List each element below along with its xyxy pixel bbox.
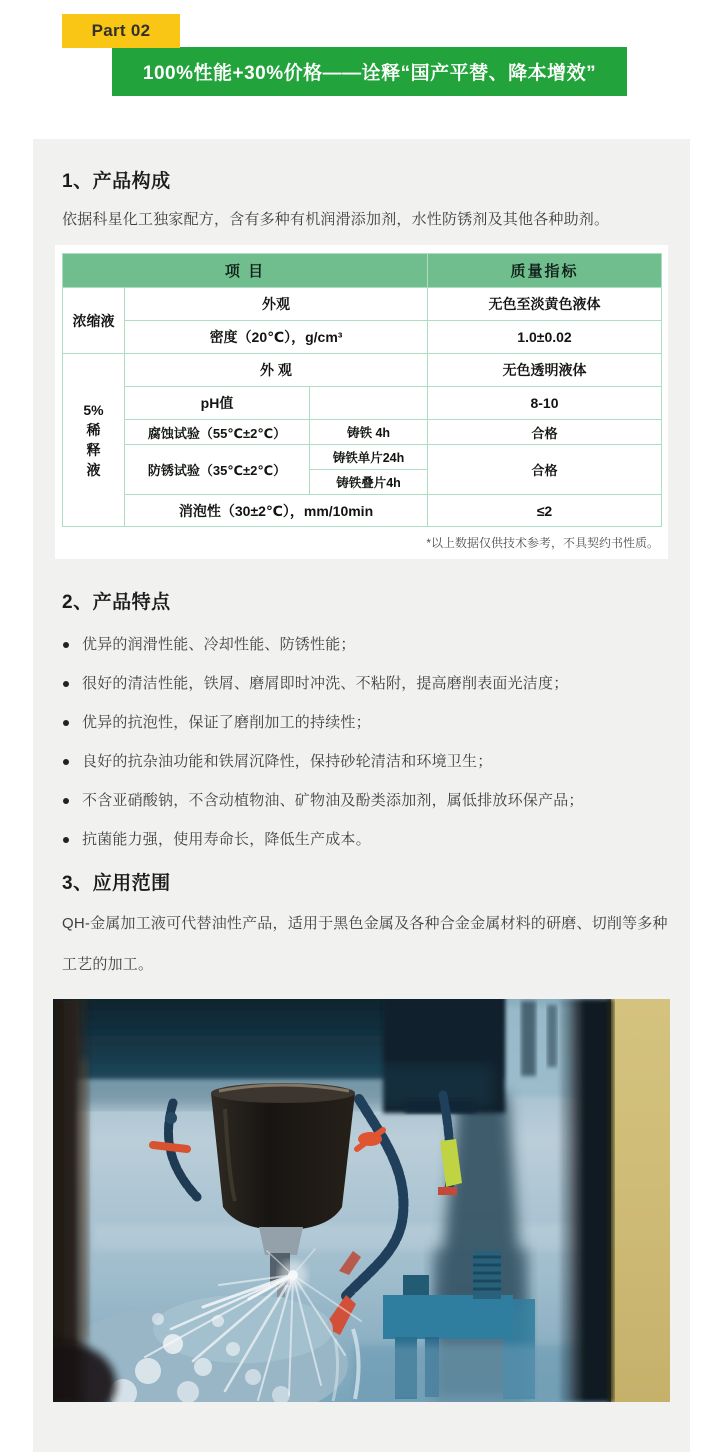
spec-value: 8-10 <box>428 387 662 420</box>
spec-value: 合格 <box>428 445 662 495</box>
spec-value: 1.0±0.02 <box>428 321 662 354</box>
bullet-dot-icon <box>63 798 69 804</box>
group-label-dilution: 5% 稀 释 液 <box>63 354 125 527</box>
spec-condition: 铸铁叠片4h <box>310 470 428 495</box>
bullet-dot-icon <box>63 759 69 765</box>
spec-table-card <box>55 245 668 559</box>
list-item: 良好的抗杂油功能和铁屑沉降性，保持砂轮清洁和环境卫生； <box>62 751 668 772</box>
spec-value: ≤2 <box>428 495 662 527</box>
spec-value: 无色透明液体 <box>428 354 662 387</box>
features-list <box>62 634 668 850</box>
spec-value: 无色至淡黄色液体 <box>428 288 662 321</box>
part-badge: Part 02 <box>62 14 180 48</box>
spec-item: 消泡性（30±2℃），mm/10min <box>125 495 428 527</box>
spec-table <box>62 253 662 527</box>
spec-item: 防锈试验（35℃±2℃） <box>125 445 310 495</box>
spec-header-row <box>63 254 662 288</box>
spec-row-density <box>63 321 662 354</box>
applications-text: QH-金属加工液可代替油性产品，适用于黑色金属及各种合金金属材料的研磨、切削等多种工艺的加工。 <box>62 915 668 973</box>
spec-row-concentrate-appearance <box>63 288 662 321</box>
bullet-dot-icon <box>63 720 69 726</box>
spec-condition-empty <box>310 387 428 420</box>
list-item: 不含亚硝酸钠，不含动植物油、矿物油及酚类添加剂，属低排放环保产品； <box>62 790 668 811</box>
list-item: 抗菌能力强，使用寿命长，降低生产成本。 <box>62 829 668 850</box>
list-item: 优异的润滑性能、冷却性能、防锈性能； <box>62 634 668 655</box>
spec-header-indicator: 质量指标 <box>428 254 662 288</box>
spec-item: 密度（20℃），g/cm³ <box>125 321 428 354</box>
bullet-dot-icon <box>63 837 69 843</box>
spec-row-corrosion <box>63 420 662 445</box>
spec-row-ph <box>63 387 662 420</box>
spec-item: 外观 <box>125 288 428 321</box>
page-header <box>0 0 722 139</box>
spec-condition: 铸铁 4h <box>310 420 428 445</box>
spec-item: 腐蚀试验（55℃±2℃） <box>125 420 310 445</box>
group-label-concentrate: 浓缩液 <box>63 288 125 354</box>
banner-title: 100%性能+30%价格——诠释“国产平替、降本增效” <box>112 47 627 96</box>
spec-item: pH值 <box>125 387 310 420</box>
list-item: 优异的抗泡性，保证了磨削加工的持续性； <box>62 712 668 733</box>
spec-row-rust-1 <box>63 445 662 470</box>
section-heading-features: 2、产品特点 <box>62 592 171 613</box>
bullet-dot-icon <box>63 642 69 648</box>
spec-header-item: 项 目 <box>63 254 428 288</box>
application-photo <box>53 999 670 1402</box>
composition-intro: 依据科星化工独家配方，含有多种有机润滑添加剂，水性防锈剂及其他各种助剂。 <box>62 211 610 228</box>
list-item: 很好的清洁性能，铁屑、磨屑即时冲洗、不粘附，提高磨削表面光洁度； <box>62 673 668 694</box>
spec-item: 外 观 <box>125 354 428 387</box>
content-panel <box>33 139 690 1452</box>
spec-row-dilution-appearance <box>63 354 662 387</box>
spec-value: 合格 <box>428 420 662 445</box>
section-heading-composition: 1、产品构成 <box>62 171 171 192</box>
bullet-dot-icon <box>63 681 69 687</box>
spec-condition: 铸铁单片24h <box>310 445 428 470</box>
spec-row-defoam <box>63 495 662 527</box>
spec-footnote: *以上数据仅供技术参考，不具契约书性质。 <box>426 536 659 550</box>
section-heading-applications: 3、应用范围 <box>62 873 171 894</box>
